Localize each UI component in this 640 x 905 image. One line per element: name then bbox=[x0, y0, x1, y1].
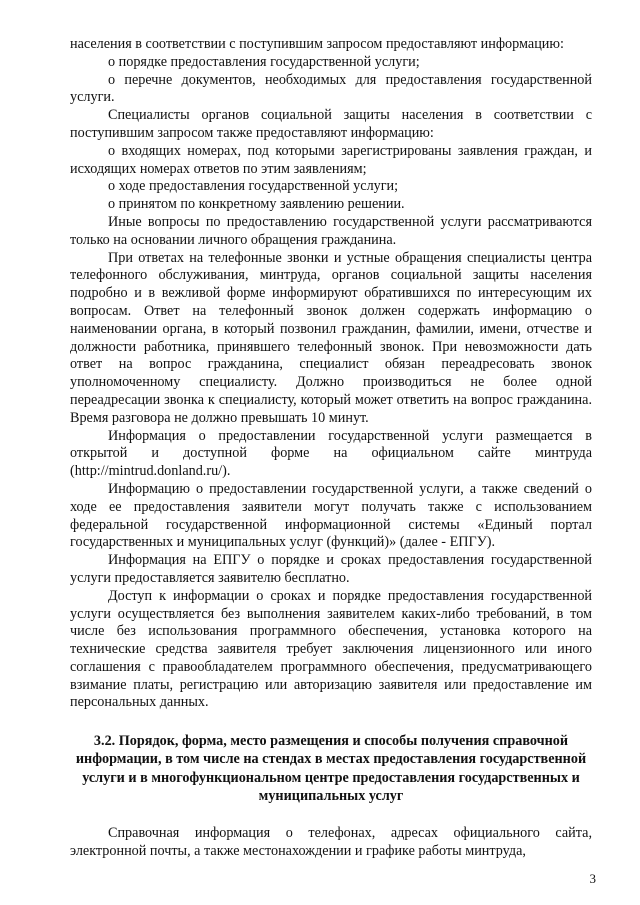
page-number: 3 bbox=[589, 871, 596, 886]
paragraph-1: населения в соответствии с поступившим запросом предоставляют информацию: bbox=[70, 36, 564, 52]
section-heading: 3.2. Порядок, форма, место размещения и способы получения справочной информации, в том числе на стендах в местах предоставления государственной услуги и в многофункциональном центре предоставления государственных и муниципальных услуг bbox=[75, 733, 587, 804]
paragraph-11: Информацию о предоставлении государственной услуги, а также сведений о ходе ее предоставления заявители могут получать также с использованием федеральной государственной информационной системы «Единый портал государственных и муниципальных услуг (функций)» (далее - ЕПГУ). bbox=[70, 480, 592, 551]
paragraph-6: о ходе предоставления государственной услуги; bbox=[108, 178, 399, 195]
paragraph-8: Иные вопросы по предоставлению государственной услуги рассматриваются только на основании личного обращения гражданина. bbox=[70, 213, 592, 248]
paragraph-12: Информация на ЕПГУ о порядке и сроках предоставления государственной услуги предоставляется заявителю бесплатно. bbox=[70, 552, 592, 586]
final-paragraph: Справочная информация о телефонах, адресах официального сайта, электронной почты, а также местонахождении и графике работы минтруда, bbox=[70, 825, 592, 859]
paragraph-2: о порядке предоставления государственной услуги; bbox=[108, 53, 420, 70]
paragraph-13: Доступ к информации о сроках и порядке предоставления государственной услуги осуществляется без выполнения заявителем каких-либо требований, в том числе без использования программного обеспечения, установка которого на технические средства заявителя требует заключения лицензионного или иного соглашения с правообладателем программного обеспечения, предусматривающего взимание платы, регистрацию или авторизацию заявителя или предоставление им персональных данных. bbox=[70, 587, 592, 711]
paragraph-5: о входящих номерах, под которыми зарегистрированы заявления граждан, и исходящих номерах ответов по этим заявлениям; bbox=[70, 142, 592, 177]
paragraph-7: о принятом по конкретному заявлению решении. bbox=[108, 196, 405, 213]
document-body bbox=[70, 36, 592, 861]
paragraph-4: Специалисты органов социальной защиты населения в соответствии с поступившим запросом также предоставляют информацию: bbox=[70, 107, 592, 141]
paragraph-9: При ответах на телефонные звонки и устные обращения специалисты центра телефонного обслуживания, минтруда, органов социальной защиты населения подробно и в вежливой форме информируют обратившихся по интересующим их вопросам. Ответ на телефонный звонок должен содержать информацию о наименовании органа, в который позвонил гражданин, фамилии, имени, отчестве и должности работника, принявшего телефонный звонок. При невозможности дать ответ на вопрос гражданина, специалист обязан переадресовать звонок уполномоченному специалисту. Должно производиться не более одной переадресации звонка к специалисту, который может ответить на вопрос гражданина. Время разговора не должно превышать 10 минут. bbox=[70, 249, 592, 426]
paragraph-10: Информация о предоставлении государственной услуги размещается в открытой и доступной форме на официальном сайте минтруда (http://mintrud.donland.ru/). bbox=[70, 427, 592, 480]
paragraph-3: о перечне документов, необходимых для предоставления государственной услуги. bbox=[70, 71, 592, 106]
